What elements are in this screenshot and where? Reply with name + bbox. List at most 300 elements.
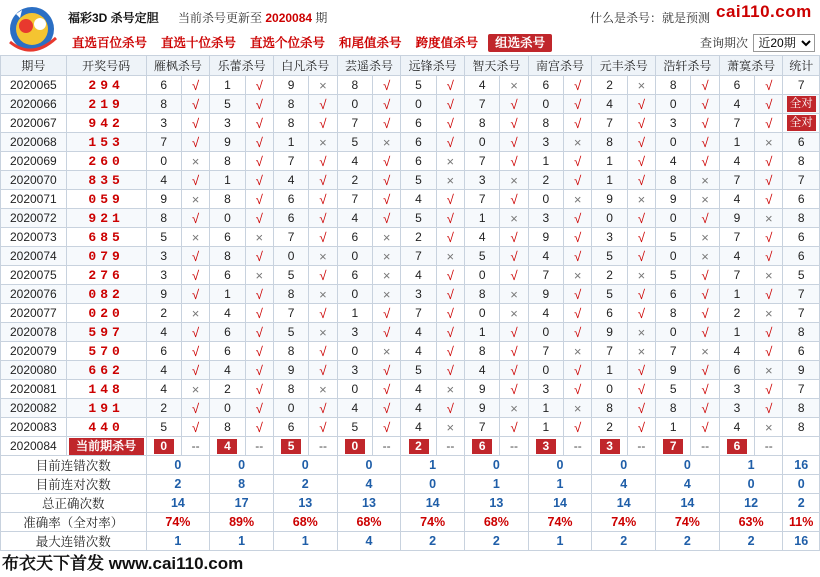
check-mark-icon: √	[574, 419, 582, 435]
kill-result-cell	[691, 342, 719, 361]
kill-result-cell	[564, 266, 592, 285]
check-mark-icon: √	[637, 96, 645, 112]
summary-value: 0	[528, 456, 592, 475]
check-mark-icon: √	[255, 286, 263, 302]
kill-result-cell	[436, 133, 464, 152]
check-mark-icon: √	[637, 172, 645, 188]
kill-result-cell	[245, 171, 273, 190]
kill-number-cell: 5	[401, 76, 436, 95]
kill-result-cell	[436, 114, 464, 133]
kill-number-cell: 3	[719, 380, 754, 399]
kill-result-cell	[245, 95, 273, 114]
kill-number-cell: 8	[210, 152, 245, 171]
table-row	[1, 342, 820, 361]
draw-number-cell: 276	[66, 266, 146, 285]
kill-number-cell: 0	[337, 342, 372, 361]
kill-number-cell: 9	[146, 190, 181, 209]
stat-cell: 5	[783, 266, 820, 285]
period-cell: 2020076	[1, 285, 67, 304]
kill-result-cell	[373, 418, 401, 437]
period-cell: 2020081	[1, 380, 67, 399]
kill-result-cell	[691, 152, 719, 171]
draw-number-cell: 260	[66, 152, 146, 171]
check-mark-icon: √	[765, 191, 773, 207]
nav-item-3[interactable]: 直选个位杀号	[250, 36, 326, 50]
kill-number-cell: 4	[210, 361, 245, 380]
period-select[interactable]	[753, 34, 815, 52]
summary-value: 1	[719, 456, 783, 475]
check-mark-icon: √	[574, 305, 582, 321]
check-mark-icon: √	[701, 419, 709, 435]
kill-number-cell: 6	[528, 76, 563, 95]
table-row	[1, 228, 820, 247]
kill-number-cell: 4	[528, 247, 563, 266]
check-mark-icon: √	[510, 324, 518, 340]
summary-value: 89%	[210, 513, 274, 532]
cross-mark-icon: ×	[701, 172, 709, 188]
kill-result-cell	[436, 171, 464, 190]
kill-result-cell	[436, 418, 464, 437]
column-header: 开奖号码	[66, 56, 146, 76]
column-header: 远锋杀号	[401, 56, 465, 76]
kill-number-cell: 2	[210, 380, 245, 399]
check-mark-icon: √	[574, 115, 582, 131]
cross-mark-icon: ×	[319, 134, 327, 150]
kill-result-cell	[627, 228, 655, 247]
kill-result-cell	[564, 152, 592, 171]
check-mark-icon: √	[701, 210, 709, 226]
kill-number-cell: 4	[210, 304, 245, 323]
current-kill-number: 7	[663, 439, 683, 454]
kill-result-cell	[309, 133, 337, 152]
kill-number-cell: 1	[273, 133, 308, 152]
cross-mark-icon: ×	[319, 248, 327, 264]
summary-value: 68%	[273, 513, 337, 532]
table-row	[1, 304, 820, 323]
summary-value: 14	[528, 494, 592, 513]
summary-value: 12	[719, 494, 783, 513]
current-kill-number: 0	[154, 439, 174, 454]
kill-number-cell: 0	[656, 323, 691, 342]
column-header: 雁枫杀号	[146, 56, 210, 76]
kill-number-cell: 7	[465, 190, 500, 209]
check-mark-icon: √	[383, 96, 391, 112]
table-row	[1, 95, 820, 114]
check-mark-icon: √	[192, 77, 200, 93]
check-mark-icon: √	[637, 381, 645, 397]
nav-item-2[interactable]: 直选十位杀号	[161, 36, 237, 50]
kill-number-cell: 4	[719, 342, 754, 361]
check-mark-icon: √	[255, 343, 263, 359]
check-mark-icon: √	[319, 267, 327, 283]
kill-number-cell: 0	[656, 95, 691, 114]
cross-mark-icon: ×	[382, 267, 391, 283]
draw-number-cell: 082	[66, 285, 146, 304]
check-mark-icon: √	[255, 172, 263, 188]
summary-label: 准确率（全对率）	[1, 513, 147, 532]
kill-result-cell	[245, 114, 273, 133]
check-mark-icon: √	[574, 153, 582, 169]
kill-result-cell	[500, 266, 528, 285]
check-mark-icon: √	[383, 77, 391, 93]
stat-cell: 6	[783, 247, 820, 266]
check-mark-icon: √	[510, 343, 518, 359]
update-info	[178, 9, 327, 26]
kill-number-cell: 3	[146, 114, 181, 133]
draw-number-cell: 835	[66, 171, 146, 190]
kill-result-cell	[373, 114, 401, 133]
kill-result-cell	[181, 418, 209, 437]
kill-number-cell: 6	[273, 190, 308, 209]
kill-result-cell	[373, 380, 401, 399]
update-prefix: 当前杀号更新至	[178, 11, 263, 25]
all-correct-badge: 全对	[787, 115, 816, 131]
kill-number-cell: 8	[210, 418, 245, 437]
cross-mark-icon: ×	[191, 229, 200, 245]
kill-result-cell	[436, 285, 464, 304]
kill-result-cell	[755, 247, 783, 266]
stat-cell	[783, 437, 820, 456]
kill-number-cell: 4	[465, 361, 500, 380]
check-mark-icon: √	[765, 324, 773, 340]
draw-number-cell: 153	[66, 133, 146, 152]
check-mark-icon: √	[510, 267, 518, 283]
check-mark-icon: √	[255, 324, 263, 340]
update-suffix: 期	[315, 11, 328, 25]
kill-number-cell: 3	[401, 285, 436, 304]
current-kill-number: 6	[727, 439, 747, 454]
kill-result-cell	[436, 76, 464, 95]
kill-result-cell	[755, 209, 783, 228]
check-mark-icon: √	[765, 400, 773, 416]
stat-cell: 7	[783, 171, 820, 190]
kill-number-cell: 3	[656, 114, 691, 133]
draw-number-cell: 942	[66, 114, 146, 133]
check-mark-icon: √	[510, 115, 518, 131]
kill-number-cell: 4	[465, 228, 500, 247]
kill-result-cell	[691, 95, 719, 114]
kill-result-cell	[564, 323, 592, 342]
kill-number-cell: 0	[210, 399, 245, 418]
footer-watermark: 布衣天下首发 www.cai110.com	[0, 551, 820, 577]
check-mark-icon: √	[383, 305, 391, 321]
summary-value: 0	[210, 456, 274, 475]
column-header: 浩轩杀号	[656, 56, 720, 76]
kill-number-cell: 4	[719, 190, 754, 209]
cross-mark-icon: ×	[191, 381, 200, 397]
summary-value: 2	[592, 532, 656, 551]
kill-result-cell	[245, 323, 273, 342]
kill-number-cell: 8	[146, 209, 181, 228]
summary-value: 1	[146, 532, 210, 551]
kill-number-cell: 8	[465, 114, 500, 133]
kill-result-cell	[627, 114, 655, 133]
summary-value: 8	[210, 475, 274, 494]
nav-item-4[interactable]: 和尾值杀号	[339, 36, 402, 50]
kill-number-cell: 5	[465, 247, 500, 266]
check-mark-icon: √	[319, 343, 327, 359]
kill-number-cell: 5	[273, 266, 308, 285]
summary-value: 0	[719, 475, 783, 494]
summary-row	[1, 475, 820, 494]
period-cell: 2020078	[1, 323, 67, 342]
current-kill-cell	[719, 437, 754, 456]
kill-result-cell	[564, 361, 592, 380]
kill-result-cell	[755, 285, 783, 304]
check-mark-icon: √	[446, 77, 454, 93]
header-row	[1, 56, 820, 76]
kill-result-cell	[181, 285, 209, 304]
cross-mark-icon: ×	[764, 210, 773, 226]
kill-result-cell	[181, 171, 209, 190]
cross-mark-icon: ×	[446, 381, 455, 397]
cross-mark-icon: ×	[573, 267, 582, 283]
kill-result-cell	[755, 152, 783, 171]
kill-number-cell: 6	[656, 285, 691, 304]
kill-number-cell: 4	[401, 418, 436, 437]
kill-result-cell	[309, 171, 337, 190]
current-kill-cell	[528, 437, 563, 456]
period-cell: 2020069	[1, 152, 67, 171]
table-row	[1, 399, 820, 418]
kill-number-cell: 5	[273, 323, 308, 342]
check-mark-icon: √	[510, 96, 518, 112]
cross-mark-icon: ×	[764, 419, 773, 435]
check-mark-icon: √	[701, 400, 709, 416]
check-mark-icon: √	[701, 77, 709, 93]
check-mark-icon: √	[765, 153, 773, 169]
check-mark-icon: √	[574, 96, 582, 112]
summary-value: 74%	[528, 513, 592, 532]
kill-number-cell: 0	[210, 209, 245, 228]
kill-result-cell	[309, 361, 337, 380]
kill-result-cell	[564, 171, 592, 190]
kill-result-cell	[500, 152, 528, 171]
summary-value: 68%	[337, 513, 401, 532]
kill-result-cell	[436, 399, 464, 418]
kill-number-cell: 9	[656, 361, 691, 380]
kill-number-cell: 1	[528, 152, 563, 171]
kill-number-cell: 8	[210, 190, 245, 209]
kill-number-cell: 3	[337, 361, 372, 380]
nav-item-6[interactable]: 组选杀号	[488, 34, 552, 52]
kill-result-cell	[309, 285, 337, 304]
all-correct-badge: 全对	[787, 96, 816, 112]
table-row	[1, 266, 820, 285]
table-row	[1, 323, 820, 342]
check-mark-icon: √	[765, 77, 773, 93]
kill-result-cell	[691, 304, 719, 323]
pending-result-cell: --	[564, 437, 592, 456]
check-mark-icon: √	[637, 115, 645, 131]
kill-result-cell	[373, 285, 401, 304]
kill-result-cell	[500, 76, 528, 95]
kill-number-cell: 8	[656, 171, 691, 190]
summary-value: 4	[656, 475, 720, 494]
kill-number-cell: 7	[273, 152, 308, 171]
kill-number-cell: 6	[401, 133, 436, 152]
current-kill-number: 0	[345, 439, 365, 454]
kill-result-cell	[181, 361, 209, 380]
stat-cell: 6	[783, 133, 820, 152]
kill-result-cell	[245, 76, 273, 95]
current-kill-cell	[656, 437, 691, 456]
kill-number-cell: 1	[719, 285, 754, 304]
current-kill-cell	[401, 437, 436, 456]
promo-text: 什么是杀号：就是预测	[590, 11, 711, 25]
kill-number-cell: 6	[210, 342, 245, 361]
kill-number-cell: 4	[401, 342, 436, 361]
cross-mark-icon: ×	[764, 134, 773, 150]
check-mark-icon: √	[765, 381, 773, 397]
table-row	[1, 247, 820, 266]
check-mark-icon: √	[383, 400, 391, 416]
check-mark-icon: √	[319, 400, 327, 416]
kill-result-cell	[436, 323, 464, 342]
draw-number-cell: 662	[66, 361, 146, 380]
kill-result-cell	[309, 228, 337, 247]
stat-cell: 9	[783, 361, 820, 380]
check-mark-icon: √	[192, 172, 200, 188]
period-cell: 2020073	[1, 228, 67, 247]
check-mark-icon: √	[192, 419, 200, 435]
kill-result-cell	[373, 399, 401, 418]
pending-result-cell: --	[691, 437, 719, 456]
nav-item-1[interactable]: 直选百位杀号	[72, 36, 148, 50]
kill-result-cell	[500, 342, 528, 361]
check-mark-icon: √	[383, 191, 391, 207]
check-mark-icon: √	[319, 191, 327, 207]
kill-number-cell: 7	[465, 418, 500, 437]
check-mark-icon: √	[383, 153, 391, 169]
check-mark-icon: √	[510, 362, 518, 378]
summary-row	[1, 532, 820, 551]
kill-result-cell	[627, 133, 655, 152]
kill-result-cell	[373, 228, 401, 247]
kill-result-cell	[373, 304, 401, 323]
kill-result-cell	[245, 190, 273, 209]
kill-number-cell: 9	[465, 380, 500, 399]
stat-cell: 6	[783, 190, 820, 209]
stat-cell	[783, 95, 820, 114]
kill-number-cell: 7	[465, 152, 500, 171]
kill-result-cell	[627, 361, 655, 380]
kill-result-cell	[755, 95, 783, 114]
stat-cell: 8	[783, 399, 820, 418]
check-mark-icon: √	[765, 343, 773, 359]
check-mark-icon: √	[255, 191, 263, 207]
check-mark-icon: √	[255, 305, 263, 321]
draw-number-cell: 219	[66, 95, 146, 114]
kill-number-cell: 6	[592, 304, 627, 323]
check-mark-icon: √	[446, 229, 454, 245]
kill-number-cell: 0	[465, 133, 500, 152]
kill-number-cell: 6	[337, 266, 372, 285]
check-mark-icon: √	[446, 267, 454, 283]
kill-result-cell	[245, 361, 273, 380]
check-mark-icon: √	[192, 134, 200, 150]
current-kill-cell	[592, 437, 627, 456]
kill-number-cell: 0	[273, 399, 308, 418]
kill-result-cell	[245, 209, 273, 228]
kill-number-cell: 0	[528, 361, 563, 380]
summary-value: 74%	[146, 513, 210, 532]
kill-result-cell	[373, 209, 401, 228]
kill-result-cell	[181, 133, 209, 152]
kill-result-cell	[436, 190, 464, 209]
kill-number-cell: 5	[656, 228, 691, 247]
column-header: 统计	[783, 56, 820, 76]
check-mark-icon: √	[192, 362, 200, 378]
summary-value: 11%	[783, 513, 820, 532]
kill-result-cell	[500, 285, 528, 304]
kill-result-cell	[245, 247, 273, 266]
kill-result-cell	[755, 323, 783, 342]
current-kill-number: 5	[281, 439, 301, 454]
kill-number-cell: 1	[210, 76, 245, 95]
cross-mark-icon: ×	[510, 400, 518, 416]
kill-number-cell: 3	[528, 209, 563, 228]
kill-result-cell	[373, 361, 401, 380]
check-mark-icon: √	[637, 248, 645, 264]
pending-result-cell: --	[181, 437, 209, 456]
cross-mark-icon: ×	[637, 267, 646, 283]
kill-result-cell	[564, 209, 592, 228]
summary-value: 2	[719, 532, 783, 551]
kill-number-cell: 9	[719, 209, 754, 228]
site-link[interactable]: cai110.com	[716, 2, 812, 21]
kill-number-cell: 8	[656, 399, 691, 418]
kill-number-cell: 0	[528, 95, 563, 114]
check-mark-icon: √	[574, 381, 582, 397]
current-kill-number: 4	[217, 439, 237, 454]
summary-value: 14	[656, 494, 720, 513]
kill-result-cell	[691, 76, 719, 95]
kill-result-cell	[564, 133, 592, 152]
cross-mark-icon: ×	[446, 153, 455, 169]
kill-result-cell	[500, 323, 528, 342]
kill-result-cell	[755, 399, 783, 418]
kill-result-cell	[691, 361, 719, 380]
kill-result-cell	[627, 190, 655, 209]
kill-result-cell	[181, 209, 209, 228]
kill-number-cell: 4	[337, 209, 372, 228]
draw-number-cell: 191	[66, 399, 146, 418]
pending-result-cell: --	[373, 437, 401, 456]
kill-number-cell: 6	[719, 76, 754, 95]
check-mark-icon: √	[574, 172, 582, 188]
kill-number-cell: 1	[719, 133, 754, 152]
check-mark-icon: √	[510, 191, 518, 207]
check-mark-icon: √	[383, 362, 391, 378]
check-mark-icon: √	[192, 210, 200, 226]
kill-result-cell	[755, 190, 783, 209]
kill-result-cell	[564, 380, 592, 399]
kill-number-cell: 4	[337, 399, 372, 418]
cross-mark-icon: ×	[319, 77, 327, 93]
check-mark-icon: √	[319, 210, 327, 226]
check-mark-icon: √	[319, 96, 327, 112]
kill-number-cell: 9	[273, 76, 308, 95]
summary-value: 2	[273, 475, 337, 494]
logo-icon	[2, 2, 64, 56]
nav-item-5[interactable]: 跨度值杀号	[415, 36, 479, 50]
cross-mark-icon: ×	[637, 77, 646, 93]
column-header: 智天杀号	[465, 56, 529, 76]
pending-result-cell: --	[436, 437, 464, 456]
cross-mark-icon: ×	[319, 324, 327, 340]
check-mark-icon: √	[319, 305, 327, 321]
